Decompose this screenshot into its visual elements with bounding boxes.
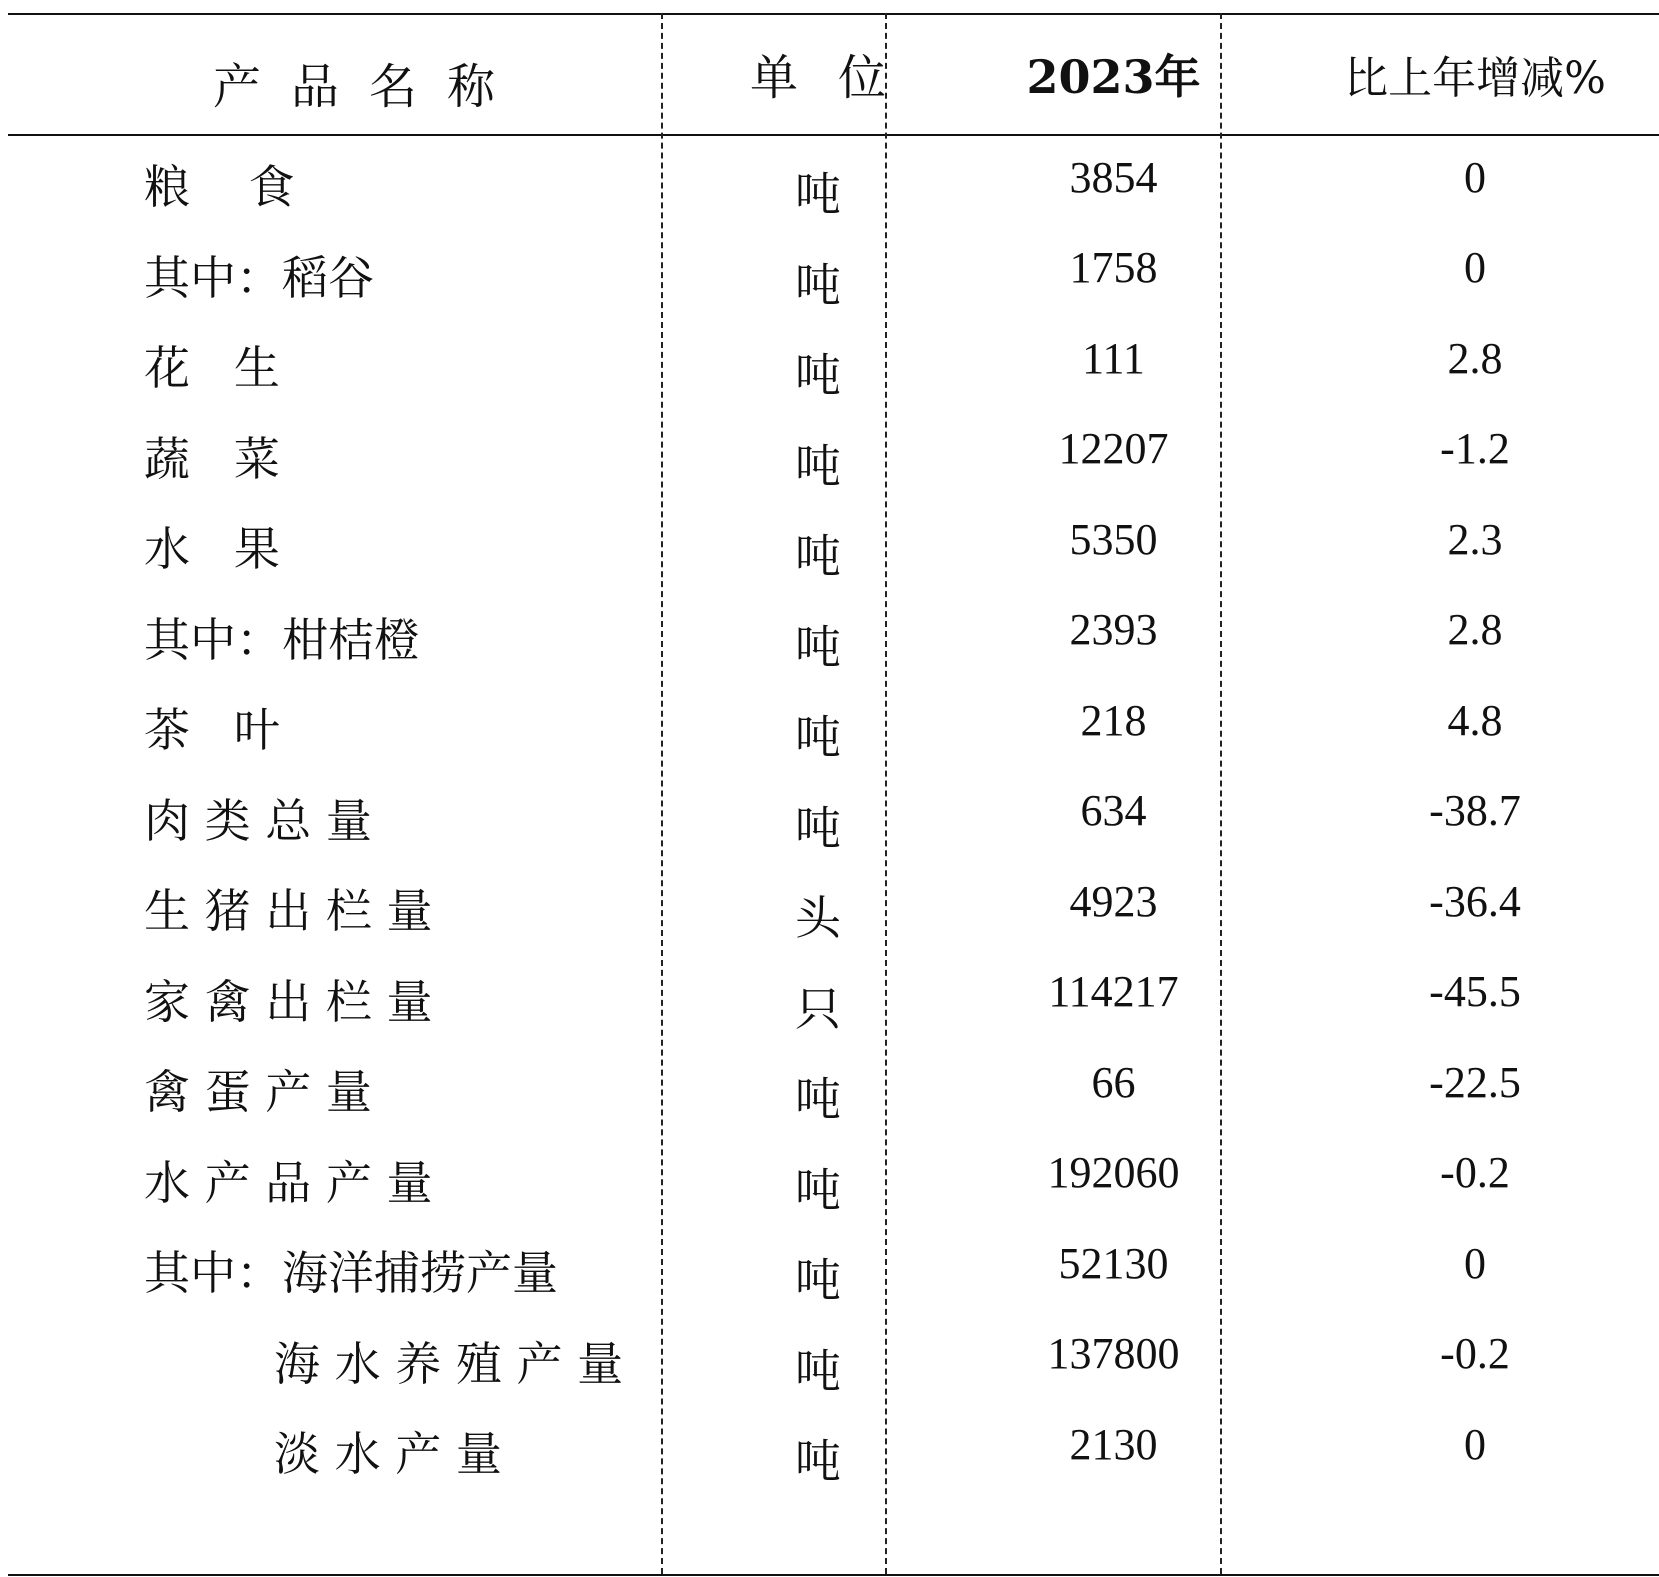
header-change-percent: 比上年增减% [1344, 52, 1606, 104]
table-row [8, 1313, 1659, 1409]
change-percent-cell: -22.5 [1429, 1057, 1521, 1107]
change-percent-cell: 0 [1464, 1238, 1486, 1288]
table-row [8, 1132, 1659, 1228]
product-name-cell: 海 水 养 殖 产 量 [274, 1336, 624, 1391]
product-name-cell: 生 猪 出 栏 量 [144, 884, 433, 938]
unit-cell: 吨 [795, 1162, 841, 1217]
unit-cell: 吨 [795, 1072, 841, 1126]
product-name-cell: 其中：海洋捕捞产量 [144, 1246, 558, 1300]
product-name-cell: 水 产 品 产 量 [144, 1155, 433, 1210]
product-name-cell: 肉 类 总 量 [144, 793, 372, 848]
unit-cell: 只 [795, 981, 841, 1036]
unit-cell: 吨 [795, 619, 841, 674]
change-percent-cell: -1.2 [1440, 424, 1510, 473]
change-percent-cell: 0 [1464, 243, 1486, 292]
header-year: 2023年 [1026, 49, 1201, 104]
product-name-cell: 淡 水 产 量 [274, 1427, 502, 1481]
product-name-cell: 其中：稻谷 [144, 250, 374, 305]
value-2023-cell: 218 [1080, 695, 1147, 745]
table-row [8, 136, 1659, 232]
change-percent-cell: 4.8 [1447, 695, 1503, 745]
change-percent-cell: 2.3 [1447, 514, 1503, 564]
value-2023-cell: 52130 [1058, 1238, 1169, 1288]
value-2023-cell: 3854 [1069, 152, 1158, 202]
table-row [8, 1041, 1659, 1137]
value-2023-cell: 2130 [1069, 1419, 1158, 1469]
change-percent-cell: 2.8 [1447, 605, 1503, 654]
table-row [8, 1222, 1659, 1318]
product-name-cell: 粮 食 [144, 160, 295, 214]
value-2023-cell: 1758 [1069, 243, 1158, 292]
value-2023-cell: 137800 [1047, 1329, 1180, 1378]
table-row [8, 860, 1659, 956]
value-2023-cell: 634 [1080, 786, 1147, 835]
product-name-cell: 蔬 菜 [144, 431, 280, 486]
change-percent-cell: -38.7 [1429, 786, 1521, 835]
unit-cell: 吨 [795, 1343, 841, 1398]
unit-cell: 吨 [795, 167, 841, 221]
table-row [8, 498, 1659, 594]
change-percent-cell: -0.2 [1440, 1329, 1510, 1378]
product-name-cell: 茶 叶 [144, 703, 280, 757]
unit-cell: 吨 [795, 1434, 841, 1488]
change-percent-cell: 2.8 [1447, 333, 1503, 383]
product-name-cell: 家 禽 出 栏 量 [144, 974, 433, 1029]
value-2023-cell: 5350 [1069, 514, 1158, 564]
unit-cell: 吨 [795, 529, 841, 583]
unit-cell: 吨 [795, 438, 841, 493]
unit-cell: 头 [795, 891, 841, 945]
unit-cell: 吨 [795, 257, 841, 312]
value-2023-cell: 114217 [1048, 967, 1179, 1016]
value-2023-cell: 66 [1091, 1057, 1136, 1107]
change-percent-cell: -45.5 [1429, 967, 1521, 1016]
table-row [8, 408, 1659, 504]
unit-cell: 吨 [795, 348, 841, 402]
value-2023-cell: 12207 [1058, 424, 1169, 473]
table-row [8, 770, 1659, 866]
change-percent-cell: -0.2 [1440, 1148, 1510, 1197]
product-name-cell: 花 生 [144, 341, 280, 395]
unit-cell: 吨 [795, 800, 841, 855]
table-row [8, 589, 1659, 685]
table-row [8, 317, 1659, 413]
table-row [8, 1403, 1659, 1499]
product-name-cell: 水 果 [144, 522, 280, 576]
table-row [8, 227, 1659, 323]
change-percent-cell: 0 [1464, 1419, 1486, 1469]
table-bottom-rule [8, 1574, 1659, 1576]
product-name-cell: 禽 蛋 产 量 [144, 1065, 372, 1119]
table-row [8, 951, 1659, 1047]
header-unit: 单位 [749, 50, 926, 106]
value-2023-cell: 4923 [1069, 876, 1158, 926]
product-name-cell: 其中：柑桔橙 [144, 612, 420, 667]
change-percent-cell: 0 [1464, 152, 1486, 202]
unit-cell: 吨 [795, 1253, 841, 1307]
unit-cell: 吨 [795, 710, 841, 764]
value-2023-cell: 192060 [1047, 1148, 1180, 1197]
table-row [8, 679, 1659, 775]
header-product-name: 产品名称 [212, 59, 525, 115]
value-2023-cell: 2393 [1069, 605, 1158, 654]
value-2023-cell: 111 [1082, 333, 1145, 383]
change-percent-cell: -36.4 [1429, 876, 1521, 926]
